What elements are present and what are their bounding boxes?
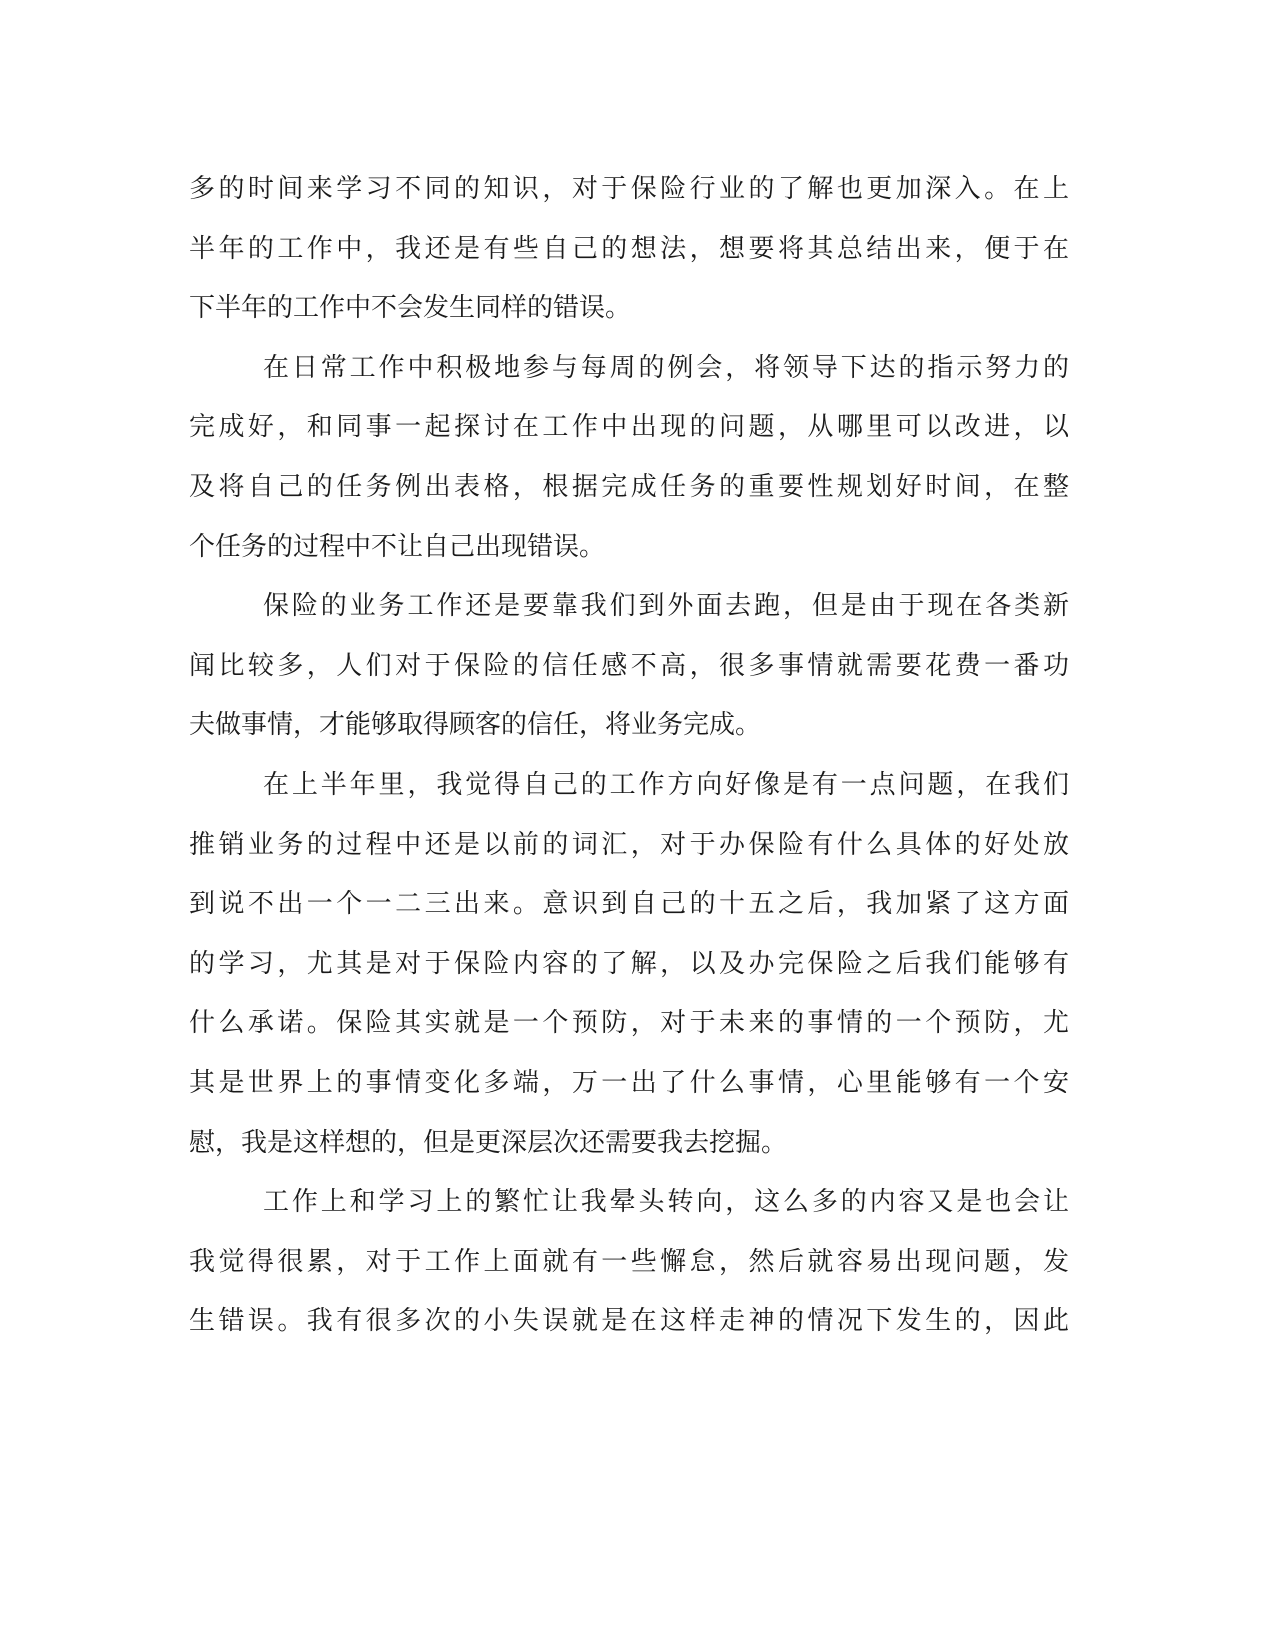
paragraph-first-line: 在日常工作中积极地参与每周的例会，将领导下达的指示努力的 — [263, 352, 1069, 383]
text-line: 多的时间来学习不同的知识，对于保险行业的了解也更加深入。在上 — [189, 174, 1069, 204]
text-line: 个任务的过程中不让自己出现错误。 — [189, 531, 606, 562]
text-line: 什么承诺。保险其实就是一个预防，对于未来的事情的一个预防，尤 — [189, 1008, 1069, 1039]
text-line: 夫做事情，才能够取得顾客的信任，将业务完成。 — [189, 710, 762, 741]
paragraph-first-line: 工作上和学习上的繁忙让我晕头转向，这么多的内容又是也会让 — [263, 1187, 1069, 1218]
text-line: 闻比较多，人们对于保险的信任感不高，很多事情就需要花费一番功 — [189, 650, 1069, 681]
text-line: 半年的工作中，我还是有些自己的想法，想要将其总结出来，便于在 — [189, 233, 1069, 264]
text-line: 我觉得很累，对于工作上面就有一些懈怠，然后就容易出现问题，发 — [189, 1246, 1069, 1277]
text-line: 推销业务的过程中还是以前的词汇，对于办保险有什么具体的好处放 — [189, 829, 1069, 860]
document-body — [189, 160, 1069, 1352]
text-line: 及将自己的任务例出表格，根据完成任务的重要性规划好时间，在整 — [189, 471, 1069, 502]
text-line: 其是世界上的事情变化多端，万一出了什么事情，心里能够有一个安 — [189, 1067, 1069, 1098]
text-line: 生错误。我有很多次的小失误就是在这样走神的情况下发生的，因此 — [189, 1306, 1069, 1337]
text-line: 慰，我是这样想的，但是更深层次还需要我去挖掘。 — [189, 1127, 788, 1158]
text-line: 完成好，和同事一起探讨在工作中出现的问题，从哪里可以改进，以 — [189, 412, 1069, 443]
text-line: 下半年的工作中不会发生同样的错误。 — [189, 293, 632, 324]
paragraph-first-line: 在上半年里，我觉得自己的工作方向好像是有一点问题，在我们 — [263, 769, 1069, 800]
paragraph-first-line: 保险的业务工作还是要靠我们到外面去跑，但是由于现在各类新 — [263, 591, 1069, 622]
text-line: 到说不出一个一二三出来。意识到自己的十五之后，我加紧了这方面 — [189, 889, 1069, 920]
text-line: 的学习，尤其是对于保险内容的了解，以及办完保险之后我们能够有 — [189, 948, 1069, 979]
